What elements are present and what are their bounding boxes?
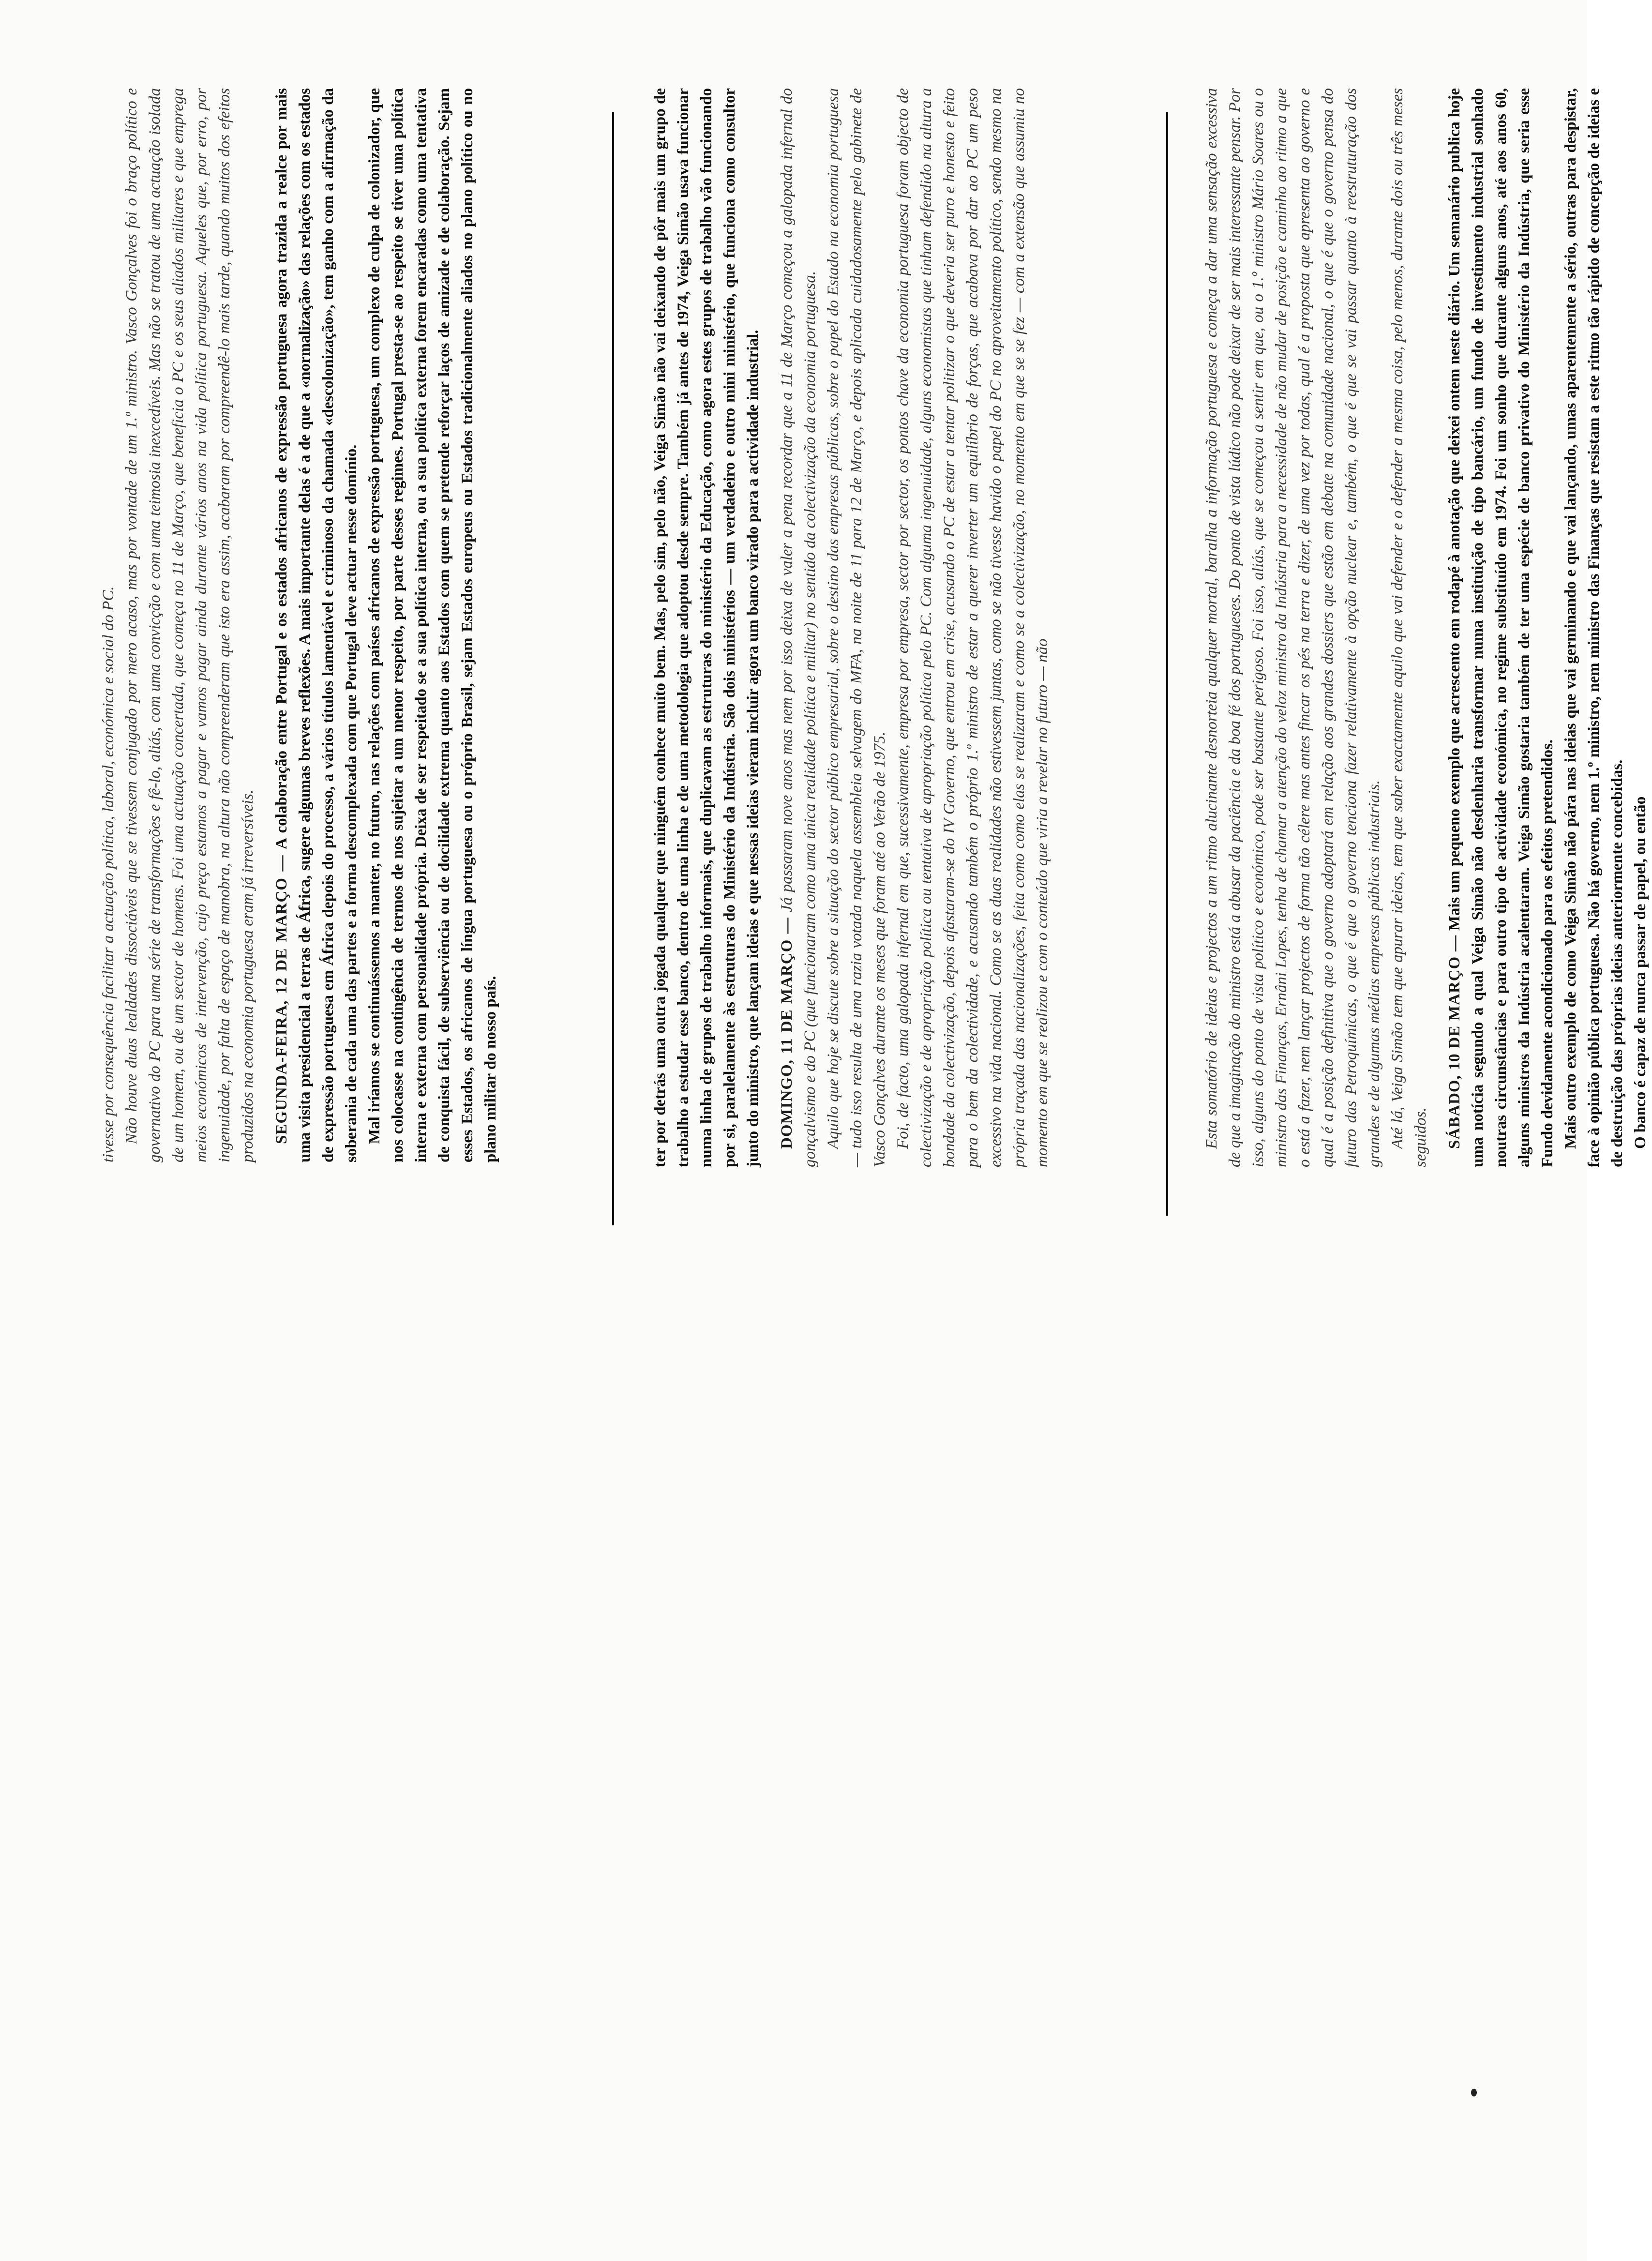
col1-intro: Esta somatório de ideias e projectos a um ritmo alucinante desnorteia qualquer mortal, baralha a informação portuguesa e começa a dar uma sensação excessiva de que a imaginação do ministro está a abusar da paciência e da boa fé dos portugueses. Do ponto de vista lúdico não pode deixar de ser mais interessante pensar. Por isso, alguns do ponto de vista político e económico, pode ser bastante perigoso. Foi isso, aliás, que se começou a sentir em que, ou o 1.º ministro Mário Soares ou o ministro das Finanças, Ernâni Lopes, tenha de chamar a atenção do veloz ministro da Indústria para a necessidade de não mudar de posição e caminho ao ritmo a que o está a fazer, nem lançar projectos de forma tão célere mas antes fincar os pés na terra e dizer, de uma vez por todas, qual é a proposta que apresenta ao governo e qual é a posição definitiva que o governo adoptará em relação aos grandes dossiers que estão em debate na comunidade nacional, o que é que o governo pensa do futuro das Petroquímicas, o que é que o governo tenciona fazer relativamente à opção nuclear e, também, o que é que se vai passar quanto à reestruturação dos grandes e de algumas médias empresas públicas industriais. xyxy=(1203,88,1383,1167)
col2-domingo-text: Já passaram nove anos mas nem por isso deixa de valer a pena recordar que a 11 de Março começou a galopada infernal do gonçalvismo e do PC (que funcionaram como uma única realidade política e militar) no sentido da colectivização da economia portuguesa. xyxy=(778,88,819,1167)
col3-segunda-text: A colaboração entre Portugal e os estados africanos de expressão portuguesa agora trazida a realce por mais uma visita presidencial a terras de África, sugere algumas breves reflexões. A mais importante delas é a de que a «normalização» das relações com os estados de expressão portuguesa em África depois do processo, a vários títulos lamentável e criminoso da chamada «descolonização», tem ganho com a afirmação da soberania de cada uma das partes e a forma descomplexada com que Portugal deve actuar nesse domínio. xyxy=(273,88,360,1162)
col3-segunda-entry xyxy=(270,88,363,1162)
col3-paragraph-2: Não houve duas lealdades dissociáveis que se tivessem conjugado por mero acaso, mas por vontade de um 1.º ministro. Vasco Gonçalves foi o braço político e governativo do PC para uma série de transformações e fê-lo, aliás, com uma convicção e com uma teimosia inexcedíveis. Mas não se tratou de uma actuação isolada de um homem, ou de um sector de homens. Foi uma actuação concertada, que começa no 11 de Março, que beneficia o PC e os seus aliados militares e que emprega meios económicos de intervenção, cujo preço estamos a pagar e vamos pagar ainda durante vários anos na vida política portuguesa. Aqueles que, por erro, por ingenuidade, por falta de espaço de manobra, na altura não compreenderam que isto era assim, acabaram por compreendê-lo mais tarde, quando muitos dos efeitos produzidos na economia portuguesa eram já irreversíveis. xyxy=(123,88,256,1162)
col1-paragraph-2: Até lá, Veiga Simão tem que apurar ideias, tem que saber exactamente aquilo que vai defender e o defender a mesma coisa, pelo menos, durante dois ou três meses seguidos. xyxy=(1389,88,1429,1167)
scan-speck xyxy=(1471,2089,1477,2096)
col2-paragraph-3: Foi, de facto, uma galopada infernal em que, sucessivamente, empresa por empresa, sector por sector, os pontos chave da economia portuguesa foram objecto de colectivização e de apropriação política ou tentativa de apropriação política pelo PC. Com alguma ingenuidade, alguns economistas que tinham defendido na altura a bondade da colectivização, depois afastaram-se do IV Governo, que entrou em crise, acusando o PC de estar a tentar politizar o que deveria ser puro e honesto e feito para o bem da colectividade, e acusando também o próprio 1.º ministro de estar a querer inverter um equilíbrio de forças, que acabava por dar ao PC um peso excessivo na vida nacional. Como se as duas realidades não estivessem juntas, como se não tivesse havido o papel do PC no aproveitamento político, sendo mesmo na própria traçada das nacionalizações, feita como como elas se realizaram e como se a colectivização, no momento em que se se fez — com a extensão que assumiu no momento em que se realizou e com o conteúdo que viria a revelar no futuro — não xyxy=(894,88,1051,1167)
heading-domingo: DOMINGO, 11 DE MARÇO — xyxy=(778,917,796,1149)
col3-continuation: tivesse por consequência facilitar a actuação política, laboral, económica e social do PC. xyxy=(100,586,117,1162)
column-divider-rule-2 xyxy=(612,112,614,1225)
col1-sabado-entry xyxy=(1443,88,1559,1167)
col1-paragraph-4: Mais outro exemplo de como Veiga Simão não pára nas ideias que vai germinando e que vai lançando, umas aparentemente a sério, outras para despistar, face à opinião pública portuguesa. Não há governo, nem 1.º ministro, nem ministro das Finanças que resistam a este ritmo tão rápido de concepção de ideias e de destruição das próprias ideias anteriormente concebidas. xyxy=(1562,88,1626,1167)
column-1 xyxy=(1200,88,1652,1167)
col3-paragraph-4: Mal iríamos se continuássemos a manter, no futuro, nas relações com países africanos de expressão portuguesa, um complexo de culpa de colonizador, que nos colocasse na contingência de termos de nos sujeitar a um menor respeito, por parte desses regimes. Portugal presta-se ao respeito se tiver uma política interna e externa com personalidade própria. Deixa de ser respeitado se a sua política interna, ou a sua política externa forem encaradas como uma tentativa de conquista fácil, de subserviência ou de docilidade extrema quanto aos Estados com quem se pretende reforçar laços de amizade e de colaboração. Sejam esses Estados, os africanos de língua portuguesa ou o próprio Brasil, sejam Estados europeus ou Estados tradicionalmente aliados no plano político ou no plano militar do nosso país. xyxy=(366,88,499,1162)
col1-paragraph-5: O banco é capaz de nunca passar de papel, ou então xyxy=(1632,796,1649,1149)
column-3 xyxy=(97,88,502,1162)
heading-sabado: SÁBADO, 10 DE MARÇO — xyxy=(1446,935,1463,1149)
col2-continuation: ter por detrás uma outra jogada qualquer que ninguém conhece muito bem. Mas, pelo sim, pelo não, Veiga Simão não vai deixando de pôr mais um grupo de trabalho a estudar esse banco, dentro de uma linha e de uma metodologia que adoptou desde sempre. Também já antes de 1974, Veiga Simão usava funcionar numa linha de grupos de trabalho informais, que duplicavam as estruturas do ministério da Educação, como agora estes grupos de trabalho vão funcionando por si, paralelamente às estruturas do Ministério da Indústria. São dois ministérios — um verdadeiro e outro mini ministério, que funciona como consultor junto do ministro, que lançam ideias e que nessas ideias vieram incluir agora um banco virado para a actividade industrial. xyxy=(651,88,762,1167)
heading-segunda: SEGUNDA-FEIRA, 12 DE MARÇO — xyxy=(273,855,290,1144)
col1-sabado-text: Mais um pequeno exemplo que acrescento em rodapé à anotação que deixei ontem neste diário. Um semanário publica hoje uma notícia segundo a qual Veiga Simão não desdenharia transformar numa instituição de tipo bancário, um fundo de investimento industrial sonhado noutras circunstâncias e para outro tipo de actividade económica, no regime substituído em 1974. Foi um sonho que durante alguns anos, até aos anos 60, alguns ministros da Indústria acalentaram. Veiga Simão gostaria também de ter uma espécie de banco privativo do Ministério da Indústria, que seria esse Fundo devidamente acondicionado para os efeitos pretendidos. xyxy=(1446,88,1556,1167)
column-divider-rule-1 xyxy=(1166,112,1168,1216)
column-2 xyxy=(648,88,1054,1167)
col2-paragraph-2: Aquilo que hoje se discute sobre a situação do sector público empresarial, sobre o destino das empresas públicas, sobre o papel do Estado na economia portuguesa — tudo isso resulta de uma razia votada naquela assembleia selvagem do MFA, na noite de 11 para 12 de Março, e depois aplicada cuidadosamente pelo gabinete de Vasco Gonçalves durante os meses que foram até ao Verão de 1975. xyxy=(825,88,888,1167)
col2-domingo-entry xyxy=(775,88,822,1167)
